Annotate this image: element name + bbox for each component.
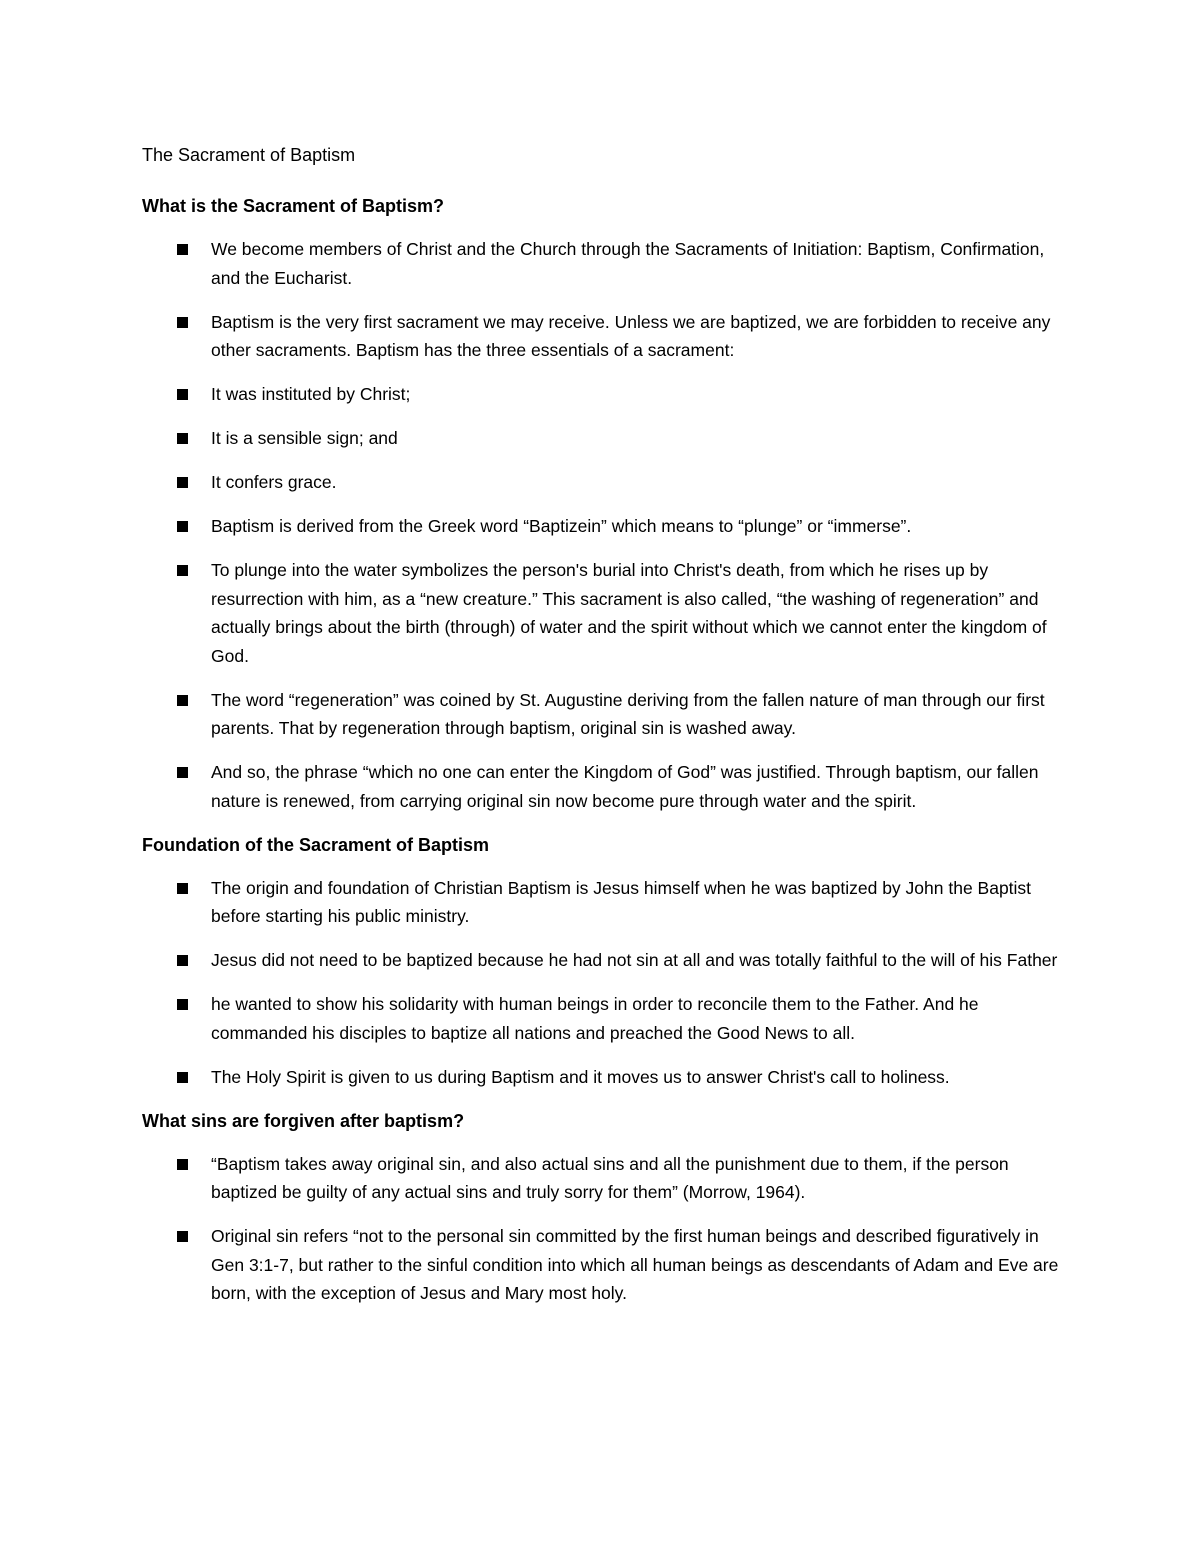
- list-item-text: Original sin refers “not to the personal sin committed by the first human beings and described figuratively in Gen 3:1-7, but rather to the sinful condition into which all human beings as descendants of Adam and Eve are born, with the exception of Jesus and Mary most holy.: [211, 1226, 1059, 1303]
- document-body: [142, 141, 1072, 1323]
- list-item: [142, 686, 1072, 743]
- square-bullet-icon: [177, 477, 188, 488]
- bullet-list: [142, 1150, 1072, 1308]
- square-bullet-icon: [177, 1072, 188, 1083]
- list-item-text: And so, the phrase “which no one can enter the Kingdom of God” was justified. Through baptism, our fallen nature is renewed, from carrying original sin now become pure through water and the spirit.: [211, 762, 1039, 811]
- section-heading: Foundation of the Sacrament of Baptism: [142, 834, 490, 855]
- list-item: [142, 990, 1072, 1047]
- document-title: The Sacrament of Baptism: [142, 145, 356, 165]
- square-bullet-icon: [177, 767, 188, 778]
- list-item: [142, 308, 1072, 365]
- square-bullet-icon: [177, 1159, 188, 1170]
- list-item: [142, 1150, 1072, 1207]
- list-item: [142, 1222, 1072, 1308]
- square-bullet-icon: [177, 389, 188, 400]
- list-item: [142, 874, 1072, 931]
- bullet-list: [142, 874, 1072, 1092]
- list-item-text: To plunge into the water symbolizes the person's burial into Christ's death, from which he rises up by resurrection with him, as a “new creature.” This sacrament is also called, “the washing of regeneration” and actually brings about the birth (through) of water and the spirit without which we cannot enter the kingdom of God.: [211, 560, 1047, 666]
- list-item-text: It is a sensible sign; and: [211, 428, 398, 448]
- list-item-text: It was instituted by Christ;: [211, 384, 411, 404]
- list-item: [142, 556, 1072, 670]
- list-item: [142, 380, 1072, 409]
- square-bullet-icon: [177, 521, 188, 532]
- section-heading: What sins are forgiven after baptism?: [142, 1110, 465, 1131]
- square-bullet-icon: [177, 999, 188, 1010]
- list-item-text: We become members of Christ and the Church through the Sacraments of Initiation: Baptism, Confirmation, and the Eucharist.: [211, 239, 1045, 288]
- list-item-text: “Baptism takes away original sin, and also actual sins and all the punishment due to them, if the person baptized be guilty of any actual sins and truly sorry for them” (Morrow, 1964).: [211, 1153, 1009, 1202]
- bullet-list: [142, 235, 1072, 815]
- list-item-text: The Holy Spirit is given to us during Baptism and it moves us to answer Christ's call to holiness.: [211, 1066, 950, 1087]
- list-item-text: The word “regeneration” was coined by St. Augustine deriving from the fallen nature of man through our first parents. That by regeneration through baptism, original sin is washed away.: [211, 689, 1045, 738]
- list-item: [142, 1063, 1072, 1092]
- list-item-text: It confers grace.: [211, 472, 337, 492]
- square-bullet-icon: [177, 317, 188, 328]
- square-bullet-icon: [177, 955, 188, 966]
- list-item: [142, 946, 1072, 975]
- list-item-text: he wanted to show his solidarity with human beings in order to reconcile them to the Father. And he commanded his disciples to baptize all nations and preached the Good News to all.: [211, 994, 979, 1043]
- list-item-text: Baptism is derived from the Greek word “Baptizein” which means to “plunge” or “immerse”.: [211, 516, 912, 536]
- list-item: [142, 758, 1072, 815]
- list-item: [142, 512, 1072, 541]
- square-bullet-icon: [177, 883, 188, 894]
- section-heading: What is the Sacrament of Baptism?: [142, 196, 445, 216]
- list-item: [142, 235, 1072, 292]
- square-bullet-icon: [177, 1231, 188, 1242]
- square-bullet-icon: [177, 695, 188, 706]
- list-item: [142, 468, 1072, 497]
- square-bullet-icon: [177, 565, 188, 576]
- list-item: [142, 424, 1072, 453]
- list-item-text: The origin and foundation of Christian Baptism is Jesus himself when he was baptized by John the Baptist before starting his public ministry.: [211, 877, 1032, 926]
- list-item-text: Baptism is the very first sacrament we may receive. Unless we are baptized, we are forbidden to receive any other sacraments. Baptism has the three essentials of a sacrament:: [211, 311, 1051, 360]
- list-item-text: Jesus did not need to be baptized because he had not sin at all and was totally faithful to the will of his Father: [211, 950, 1058, 970]
- square-bullet-icon: [177, 433, 188, 444]
- square-bullet-icon: [177, 244, 188, 255]
